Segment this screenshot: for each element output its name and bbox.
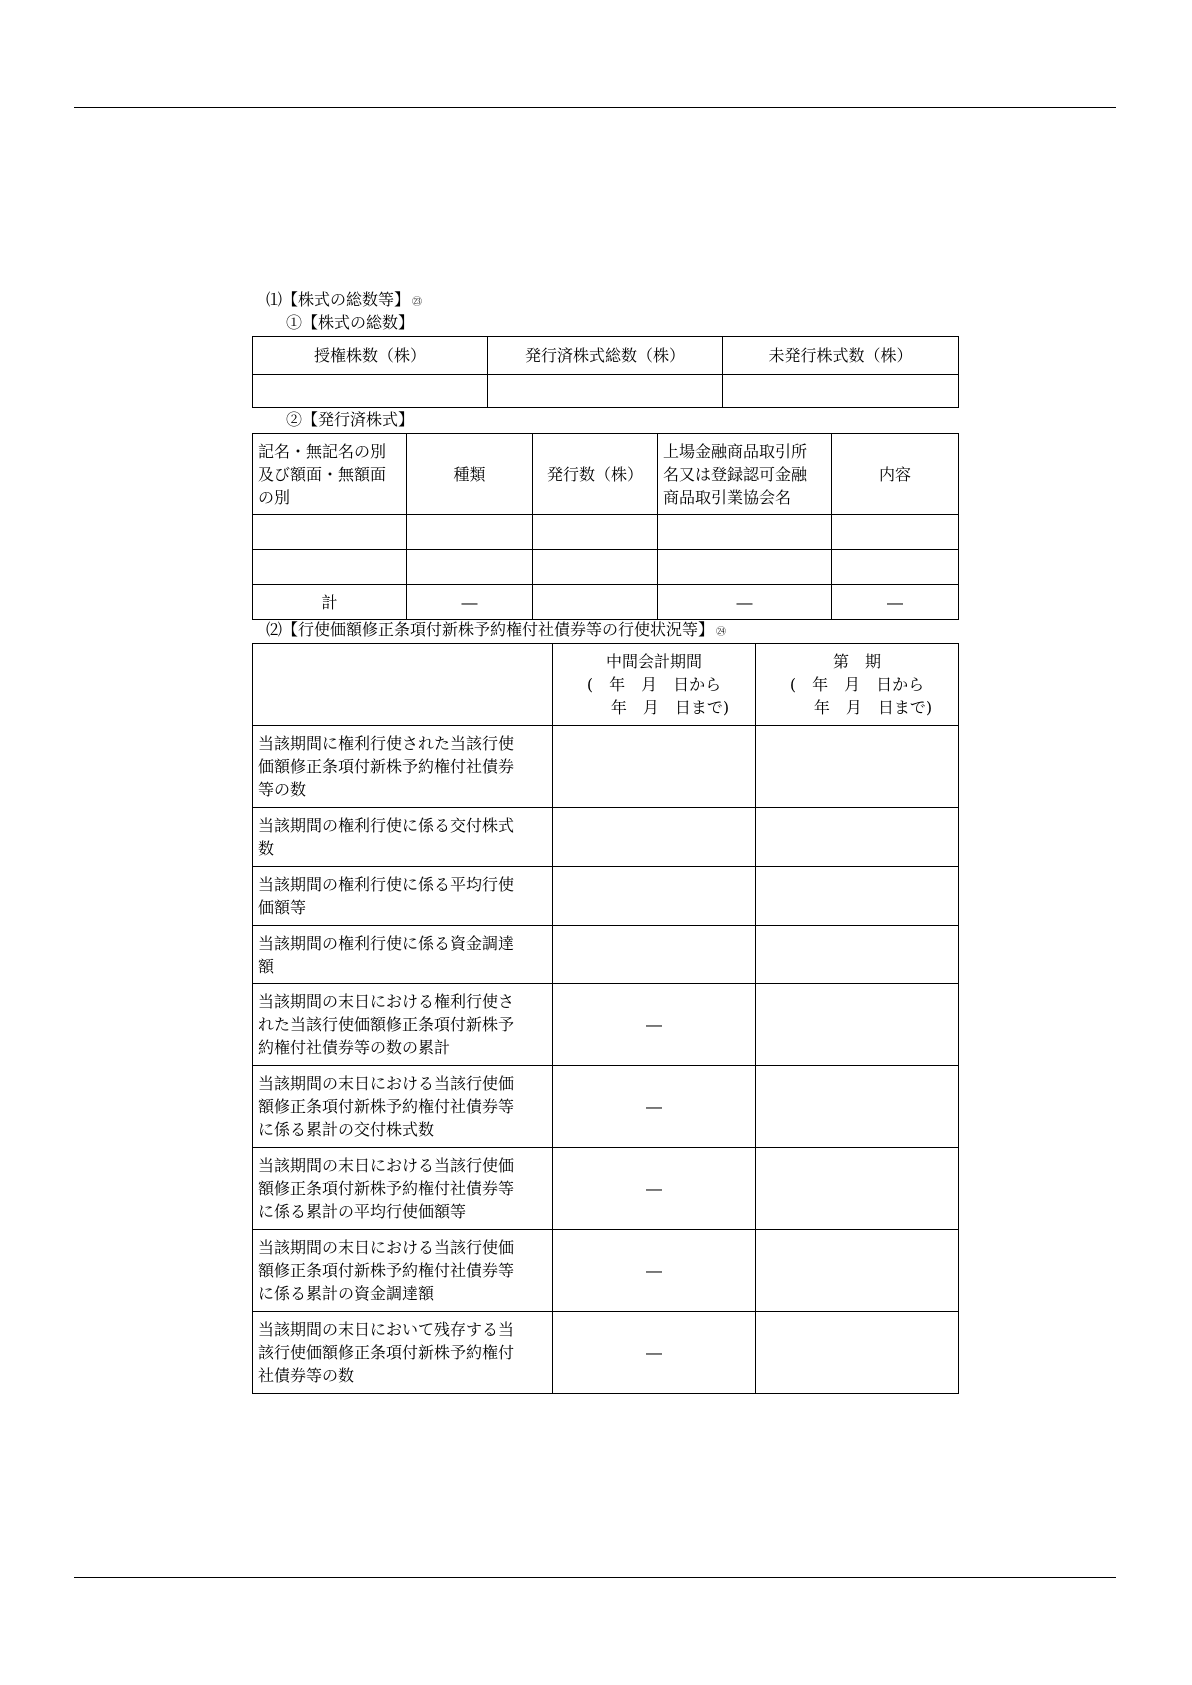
table-cell xyxy=(253,550,407,585)
total-issued-count xyxy=(533,585,658,620)
header-issued-shares-total: 発行済株式総数（株） xyxy=(488,337,723,375)
row-label: 当該期間の権利行使に係る資金調達 額 xyxy=(253,926,553,984)
total-kind: ― xyxy=(407,585,533,620)
header-registered-type: 記名・無記名の別 及び額面・無額面 の別 xyxy=(253,434,407,515)
row-fiscal-value xyxy=(756,1148,959,1230)
row-label: 当該期間の末日における当該行使価 額修正条項付新株予約権付社債券等 に係る累計の交付株式数 xyxy=(253,1066,553,1148)
top-rule xyxy=(74,107,1116,108)
row-fiscal-value xyxy=(756,1230,959,1312)
table-cell xyxy=(533,515,658,550)
row-fiscal-value xyxy=(756,1312,959,1394)
issued-shares-table xyxy=(252,433,959,620)
row-label: 当該期間の末日における権利行使さ れた当該行使価額修正条項付新株予 約権付社債券等の数の累計 xyxy=(253,984,553,1066)
table-cell xyxy=(407,515,533,550)
total-content: ― xyxy=(832,585,959,620)
table-row xyxy=(253,926,959,984)
table-cell xyxy=(832,515,959,550)
row-interim-value: ― xyxy=(553,1066,756,1148)
table-cell xyxy=(253,515,407,550)
table-cell xyxy=(658,515,832,550)
cell-issued-shares-total xyxy=(488,375,723,408)
row-fiscal-value xyxy=(756,926,959,984)
header-interim-period: 中間会計期間 ( 年 月 日から 年 月 日まで) xyxy=(553,644,756,726)
row-label: 当該期間の末日における当該行使価 額修正条項付新株予約権付社債券等 に係る累計の平均行使価額等 xyxy=(253,1148,553,1230)
row-interim-value xyxy=(553,808,756,867)
row-label: 当該期間の末日において残存する当 該行使価額修正条項付新株予約権付 社債券等の数 xyxy=(253,1312,553,1394)
table-cell xyxy=(533,550,658,585)
row-fiscal-value xyxy=(756,726,959,808)
header-fiscal-period: 第 期 ( 年 月 日から 年 月 日まで) xyxy=(756,644,959,726)
table-cell xyxy=(832,550,959,585)
section-2-title xyxy=(266,620,726,643)
table-row xyxy=(253,808,959,867)
row-fiscal-value xyxy=(756,1066,959,1148)
table-row xyxy=(253,1230,959,1312)
row-interim-value: ― xyxy=(553,1230,756,1312)
row-interim-value xyxy=(553,867,756,926)
total-row xyxy=(253,585,959,620)
header-content: 内容 xyxy=(832,434,959,515)
subsection-2-title: ②【発行済株式】 xyxy=(286,410,415,429)
exercise-status-table xyxy=(252,643,959,1394)
table-row xyxy=(253,1066,959,1148)
row-interim-value: ― xyxy=(553,1148,756,1230)
header-unissued-shares: 未発行株式数（株） xyxy=(723,337,959,375)
bottom-rule xyxy=(74,1577,1116,1578)
table-cell xyxy=(407,550,533,585)
row-fiscal-value xyxy=(756,808,959,867)
section-1-title xyxy=(266,290,422,313)
row-fiscal-value xyxy=(756,984,959,1066)
header-blank xyxy=(253,644,553,726)
header-kind: 種類 xyxy=(407,434,533,515)
section-1-note: ㉓ xyxy=(412,297,423,308)
row-interim-value xyxy=(553,926,756,984)
table-row xyxy=(253,515,959,550)
header-exchange-name: 上場金融商品取引所 名又は登録認可金融 商品取引業協会名 xyxy=(658,434,832,515)
cell-unissued-shares xyxy=(723,375,959,408)
header-authorized-shares: 授権株数（株） xyxy=(253,337,488,375)
row-fiscal-value xyxy=(756,867,959,926)
total-shares-table xyxy=(252,336,959,408)
table-row xyxy=(253,550,959,585)
table-row xyxy=(253,1148,959,1230)
row-label: 当該期間の末日における当該行使価 額修正条項付新株予約権付社債券等 に係る累計の資金調達額 xyxy=(253,1230,553,1312)
row-interim-value xyxy=(553,726,756,808)
section-1-title-text: ⑴【株式の総数等】 xyxy=(266,290,411,309)
row-label: 当該期間に権利行使された当該行使 価額修正条項付新株予約権付社債券 等の数 xyxy=(253,726,553,808)
table-row xyxy=(253,726,959,808)
table-row xyxy=(253,1312,959,1394)
section-2-title-text: ⑵【行使価額修正条項付新株予約権付社債券等の行使状況等】 xyxy=(266,620,715,639)
table-row xyxy=(253,867,959,926)
row-interim-value: ― xyxy=(553,984,756,1066)
row-label: 当該期間の権利行使に係る交付株式 数 xyxy=(253,808,553,867)
subsection-1-title: ①【株式の総数】 xyxy=(286,313,415,332)
table-cell xyxy=(658,550,832,585)
row-interim-value: ― xyxy=(553,1312,756,1394)
total-exchange-name: ― xyxy=(658,585,832,620)
header-issued-count: 発行数（株） xyxy=(533,434,658,515)
table-row xyxy=(253,984,959,1066)
row-label: 当該期間の権利行使に係る平均行使 価額等 xyxy=(253,867,553,926)
section-2-note: ㉔ xyxy=(716,627,727,638)
total-label: 計 xyxy=(253,585,407,620)
cell-authorized-shares xyxy=(253,375,488,408)
